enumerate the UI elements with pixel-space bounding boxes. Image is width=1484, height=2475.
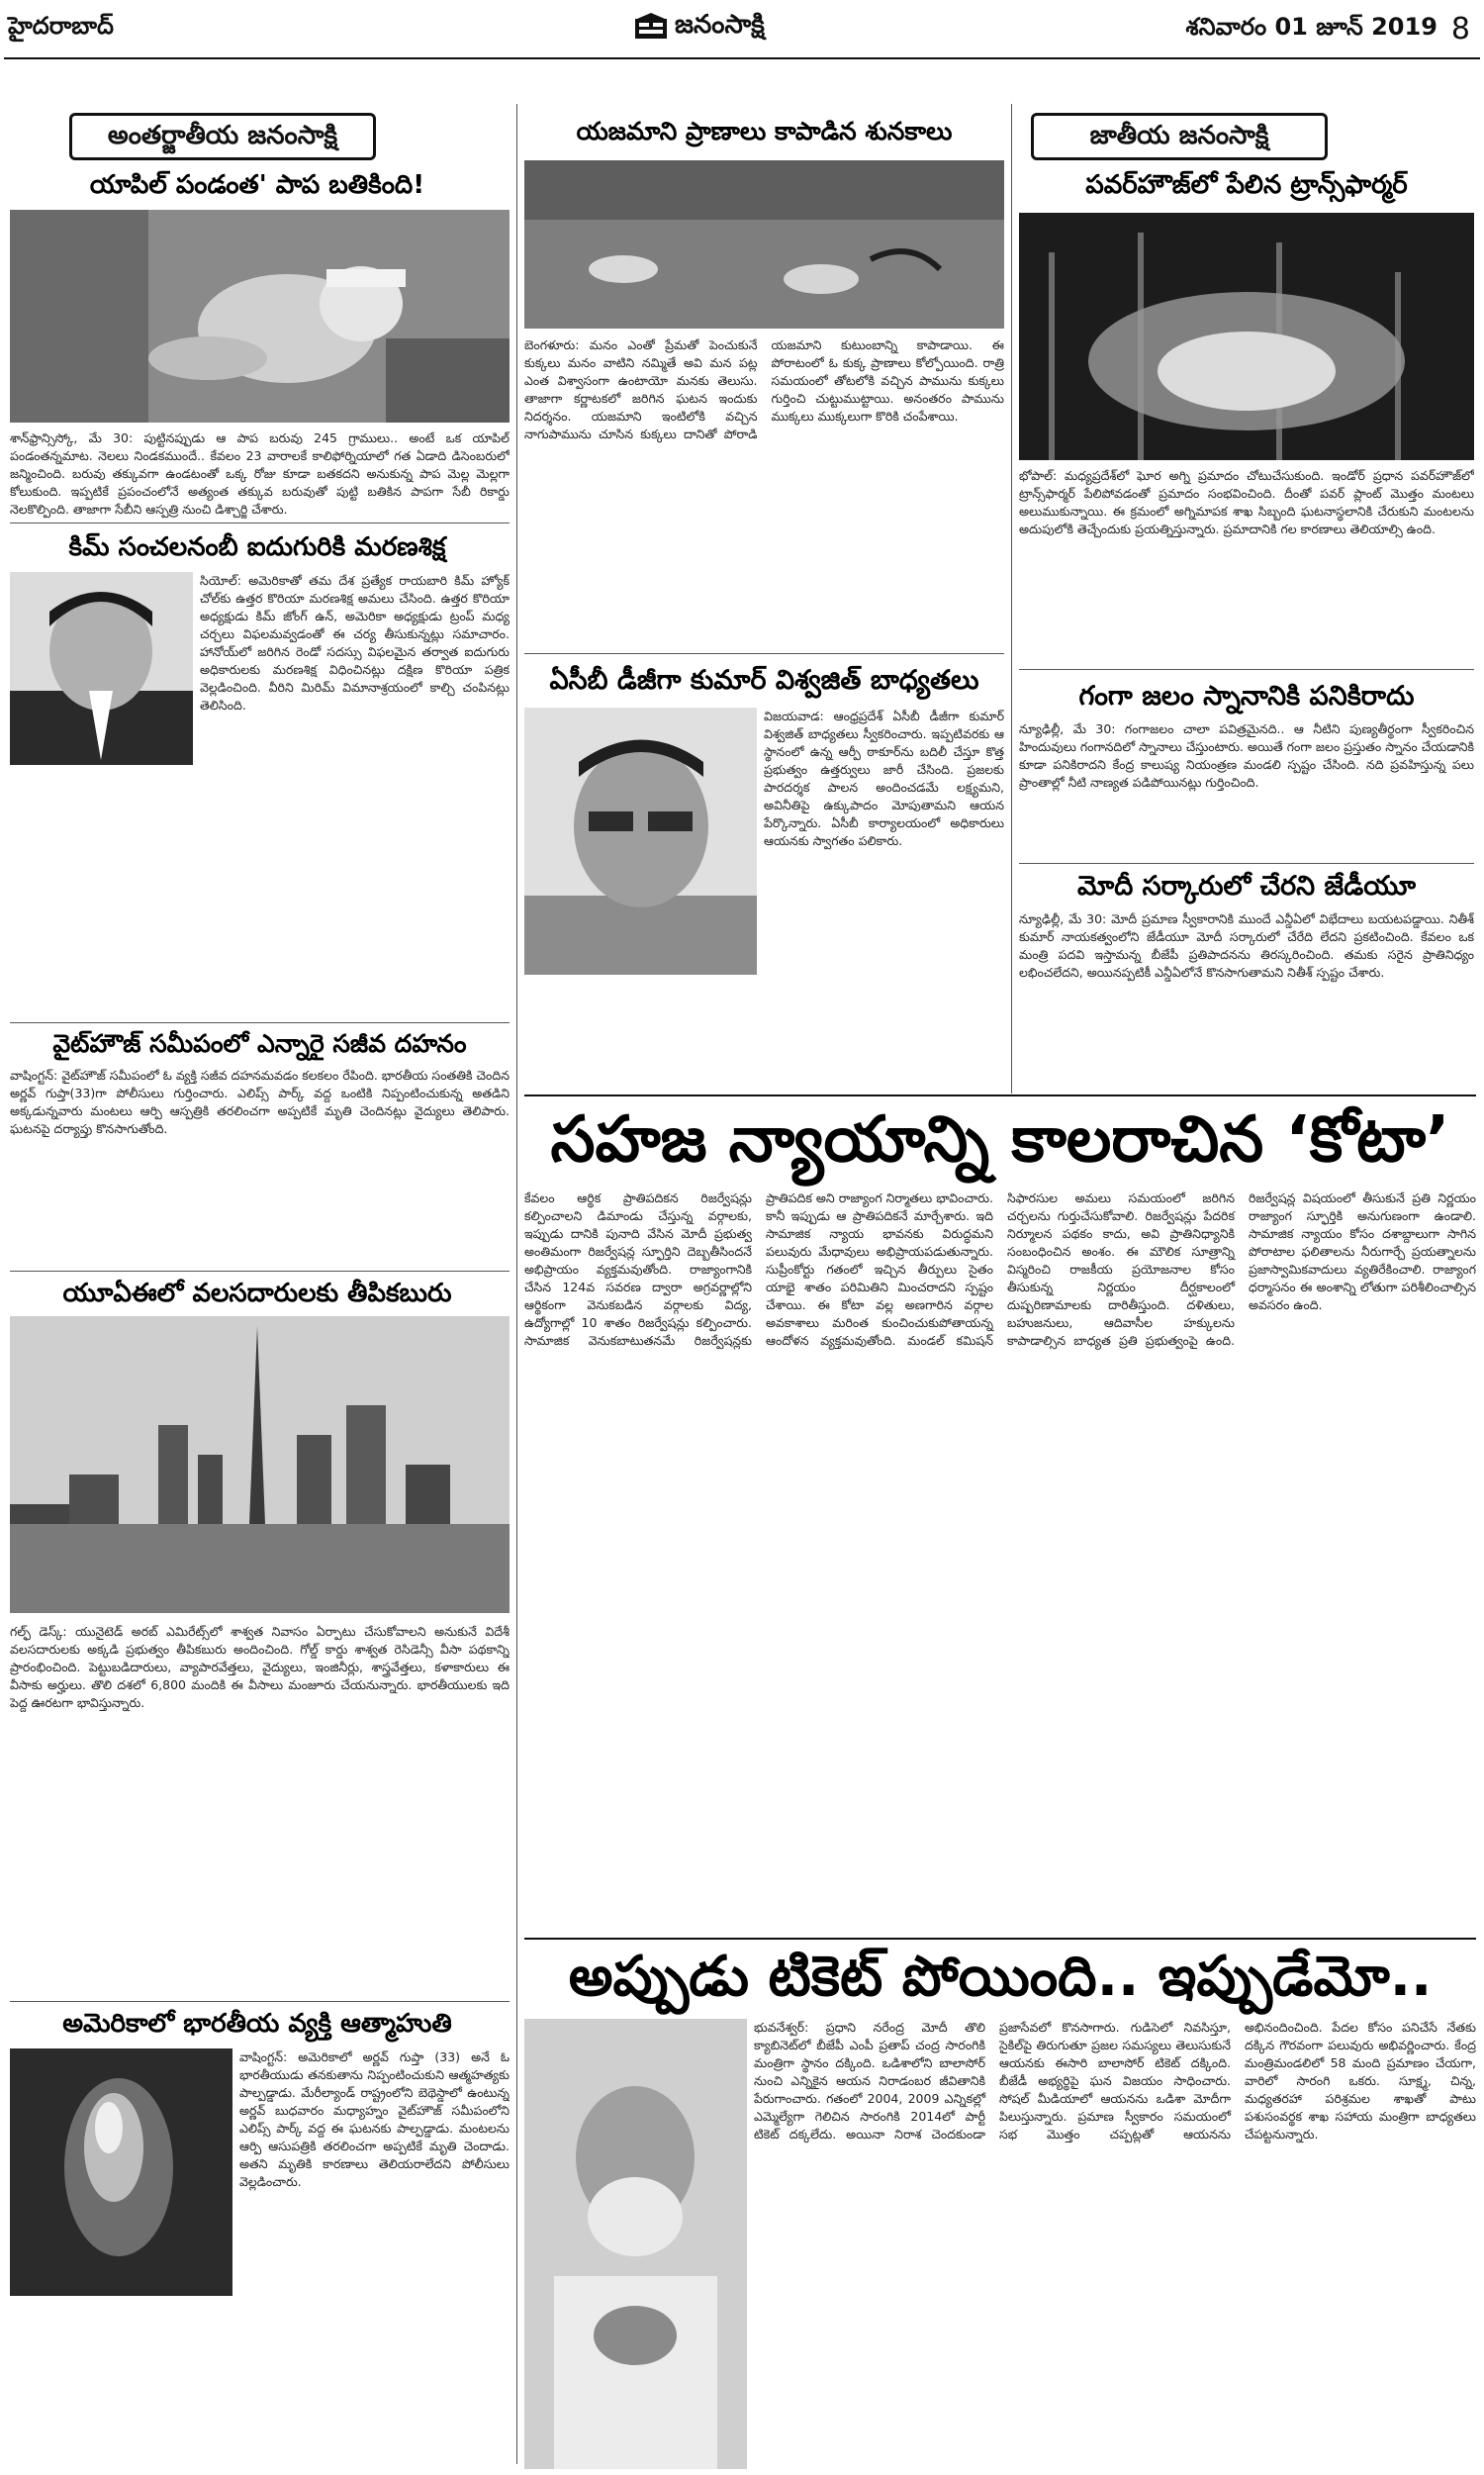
transformer-headline: పవర్‌హౌజ్‌లో పేలిన ట్రాన్స్‌ఫార్మర్: [1085, 170, 1408, 200]
jdu-body: న్యూఢిల్లీ, మే 30: మోదీ ప్రమాణ స్వీకారానికి ముందే ఎన్డీఏలో విభేదాలు బయటపడ్డాయి. నితీశ్ కుమార్ నాయకత్వంలోని జేడీయూ మోదీ సర్కారులో చేరేది లేదని ప్రకటించింది. కేవలం ఒక మంత్రి పదవి ఇస్తామన్న బీజేపీ ప్రతిపాదనను తిరస్కరించింది. తమకు సరైన ప్రాతినిధ్యం లభించలేదని, అయినప్పటికీ ఎన్డీఏలోనే కొనసాగుతామని నితీశ్ స్పష్టం చేశారు.: [1019, 911, 1474, 980]
column-divider: [1011, 104, 1012, 1094]
apple-headline: యాపిల్ పండంత' పాప బతికింది!: [89, 170, 425, 200]
page-number: 8: [1450, 12, 1470, 47]
sarangi-portrait-icon: [524, 2019, 747, 2469]
kim-photo: [10, 572, 193, 765]
masthead-city: హైదరాబాద్: [8, 12, 114, 40]
section-international: అంతర్జాతీయ జనంసాక్షి: [69, 113, 376, 160]
kim-headline: కిమ్ సంచలనంబీ ఐదుగురికి మరణశిక్ష: [68, 532, 446, 562]
masthead-logo: [633, 8, 851, 48]
uae-headline: యూఏఈలో వలసదారులకు తీపికబురు: [62, 1279, 452, 1308]
dogs-icon: [524, 160, 1004, 329]
divider: [1019, 669, 1474, 670]
acb-headline: ఏసీబీ డీజీగా కుమార్ విశ్వజిత్ బాధ్యతలు: [549, 665, 979, 696]
ticket-headline: అప్పుడు టికెట్ పోయింది.. ఇప్పుడేమో..: [568, 1945, 1433, 2009]
whitehouse-headline: వైట్‌హౌజ్ సమీపంలో ఎన్నారై సజీవ దహనం: [52, 1029, 467, 1058]
masthead-paper-name: జనంసాక్షి: [675, 10, 765, 40]
divider: [10, 1022, 510, 1023]
apple-body: శాన్‌ఫ్రాన్సిస్కో, మే 30: పుట్టినప్పుడు ఆ పాప బరువు 245 గ్రాములు.. అంటే ఒక యాపిల్ పండంతన్నమాట. నెలలు నిండకముందే.. కేవలం 23 వారాలకే కాలిఫోర్నియాలో గత ఏడాది డిసెంబరులో జన్మించింది. బరువు తక్కువగా ఉండటంతో ఒక్క రోజు కూడా బతకదని అనుకున్న పాప మెల్ల మెల్లగా కోలుకుంది. ఇప్పటికే ప్రపంచంలోనే అత్యంత తక్కువ బరువుతో పుట్టి బతికిన పాపగా సేబీ రికార్డు నెలకొల్పింది. తాజాగా సేబీని ఆస్పత్రి నుంచి డిశ్చార్జి చేశారు.: [10, 430, 510, 517]
dogs-headline: యజమాని ప్రాణాలు కాపాడిన శునకాలు: [576, 117, 953, 145]
kim-portrait-icon: [10, 572, 193, 765]
column-divider: [516, 104, 517, 1267]
uae-body: గల్ఫ్ డెస్క్: యునైటెడ్ అరబ్ ఎమిరేట్స్‌లో శాశ్వత నివాసం ఏర్పాటు చేసుకోవాలని అనుకునే విదేశీ వలసదారులకు అక్కడి ప్రభుత్వం తీపికబురు అందించింది. గోల్డ్ కార్డు శాశ్వత రెసిడెన్సీ వీసా పథకాన్ని ప్రారంభించింది. పెట్టుబడిదారులు, వ్యాపారవేత్తలు, వైద్యులు, ఇంజినీర్లు, శాస్త్రవేత్తలు, కళాకారులు ఈ వీసాకు అర్హులు. తొలి దశలో 6,800 మందికి ఈ వీసాలు మంజూరు చేయనున్నారు. భారతీయులకు ఇది పెద్ద ఊరటగా భావిస్తున్నారు.: [10, 1624, 510, 1710]
fire-photo: [10, 2048, 232, 2296]
jdu-headline: మోదీ సర్కారులో చేరని జేడీయూ: [1076, 871, 1417, 902]
masthead-rule: [4, 57, 1480, 59]
ticket-body: భువనేశ్వర్: ప్రధాని నరేంద్ర మోదీ తొలి క్యాబినెట్‌లో బీజేపీ ఎంపీ ప్రతాప్ చంద్ర సారంగికి మంత్రిగా స్థానం దక్కింది. ఒడిశాలోని బాలాసోర్ నుంచి ఎన్నికైన ఆయన నిరాడంబర జీవితానికి పేరుగాంచారు. గతంలో 2004, 2009 ఎన్నికల్లో ఎమ్మెల్యేగా గెలిచిన సారంగికి 2014లో పార్టీ టికెట్ దక్కలేదు. అయినా నిరాశ చెందకుండా ప్రజాసేవలో కొనసాగారు. గుడిసెలో నివసిస్తూ, సైకిల్‌పై తిరుగుతూ ప్రజల సమస్యలు తెలుసుకునే ఆయనకు ఈసారి బాలాసోర్ టికెట్ దక్కింది. బీజేడీ అభ్యర్థిపై ఘన విజయం సాధించారు. సోషల్ మీడియాలో ఆయనను ఒడిశా మోదీగా పిలుస్తున్నారు. ప్రమాణ స్వీకారం సమయంలో సభ మొత్తం చప్పట్లతో ఆయనను అభినందించింది. పేదల కోసం పనిచేసే నేతకు దక్కిన గౌరవంగా పలువురు అభివర్ణించారు. కేంద్ర మంత్రిమండలిలో 58 మంది ప్రమాణం చేయగా, వారిలో సారంగి ఒకరు. సూక్ష్మ, చిన్న, మధ్యతరహా పరిశ్రమల శాఖతో పాటు పశుసంవర్థక శాఖ సహాయ మంత్రిగా బాధ్యతలు చేపట్టనున్నారు.: [754, 2020, 1476, 2142]
dogs-photo: [524, 160, 1004, 329]
america-headline: అమెరికాలో భారతీయ వ్యక్తి ఆత్మాహుతి: [62, 2009, 452, 2039]
acb-body: విజయవాడ: ఆంధ్రప్రదేశ్ ఏసీబీ డీజీగా కుమార్ విశ్వజిత్ బాధ్యతలు స్వీకరించారు. ఇప్పటివరకు ఆ స్థానంలో ఉన్న ఆర్పీ ఠాకూర్‌ను బదిలీ చేస్తూ కొత్త ప్రభుత్వం ఉత్తర్వులు జారీ చేసింది. ప్రజలకు పారదర్శక పాలన అందించడమే లక్ష్యమని, అవినీతిపై ఉక్కుపాదం మోపుతామని ఆయన పేర్కొన్నారు. ఏసీబీ కార్యాలయంలో అధికారులు ఆయనకు స్వాగతం పలికారు.: [764, 709, 1004, 848]
divider: [524, 1938, 1476, 1940]
fire-structure-icon: [1019, 213, 1474, 460]
whitehouse-body: వాషింగ్టన్: వైట్‌హౌజ్ సమీపంలో ఓ వ్యక్తి సజీవ దహనమవడం కలకలం రేపింది. భారతీయ సంతతికి చెందిన అర్ణవ్ గుప్తా(33)గా పోలీసులు గుర్తించారు. ఎలిప్స్ పార్క్ వద్ద ఒంటికి నిప్పంటించుకున్న అతడిని అక్కడున్నవారు మంటలు ఆర్పి ఆస్పత్రికి తరలించగా అప్పటికే మృతి చెందినట్లు వైద్యులు తెలిపారు. ఘటనపై దర్యాప్తు కొనసాగుతోంది.: [10, 1068, 510, 1136]
divider: [10, 523, 510, 524]
kota-headline: సహజ న్యాయాన్ని కాలరాచిన ‘కోటా’: [550, 1103, 1450, 1177]
kim-body: సియోల్: అమెరికాతో తమ దేశ ప్రత్యేక రాయబారి కిమ్ హ్యోక్ చోల్‌కు ఉత్తర కొరియా మరణశిక్ష అమలు చేసింది. ఉత్తర కొరియా అధ్యక్షుడు కిమ్ జోంగ్ ఉన్, అమెరికా అధ్యక్షుడు ట్రంప్ మధ్య చర్చలు విఫలమవ్వడంతో ఈ చర్య తీసుకున్నట్లు సమాచారం. హానోయ్‌లో జరిగిన రెండో సదస్సు విఫలమైన తర్వాత ఐదుగురు అధికారులకు మరణశిక్ష విధించినట్లు దక్షిణ కొరియా పత్రిక వెల్లడించింది. వీరిని మిరిమ్ విమానాశ్రయంలో కాల్చి చంపినట్లు తెలిసింది.: [200, 573, 510, 713]
ganga-headline: గంగా జలం స్నానానికి పనికిరాదు: [1078, 681, 1415, 712]
column-divider: [516, 1267, 517, 2464]
dogs-body: బెంగళూరు: మనం ఎంతో ప్రేమతో పెంచుకునే కుక్కలు మనం వాటిని నమ్మితే అవి మన పట్ల ఎంత విశ్వాసంగా ఉంటాయో మనకు తెలుసు. తాజాగా కర్ణాటకలో జరిగిన ఘటన ఇందుకు నిదర్శనం. యజమాని ఇంటిలోకి వచ్చిన నాగుపామును చూసిన కుక్కలు దానితో పోరాడి యజమాని కుటుంబాన్ని కాపాడాయి. ఈ పోరాటంలో ఓ కుక్క ప్రాణాలు కోల్పోయింది. రాత్రి సమయంలో తోటలోకి వచ్చిన పామును కుక్కలు గుర్తించి చుట్టుముట్టాయి. అనంతరం పామును ముక్కలు ముక్కలుగా కొరికి చంపేశాయి.: [524, 337, 1004, 441]
divider: [10, 1271, 510, 1272]
america-body-continued: [10, 2301, 510, 2464]
transformer-body: భోపాల్: మధ్యప్రదేశ్‌లో ఘోర అగ్ని ప్రమాదం చోటుచేసుకుంది. ఇండోర్ ప్రధాన పవర్‌హౌజ్‌లో ట్రాన్స్‌ఫార్మర్ పేలిపోవడంతో ప్రమాదం సంభవించింది. దీంతో పవర్ ప్లాంట్ మొత్తం మంటలు అలుముకున్నాయి. ఈ క్రమంలో అగ్నిమాపక శాఖ సిబ్బంది ఘటనాస్థలానికి చేరుకుని మంటలను అదుపులోకి తెచ్చేందుకు ప్రయత్నిస్తున్నారు. ప్రమాదానికి గల కారణాలు తెలియాల్సి ఉంది.: [1019, 468, 1474, 536]
dubai-skyline-photo: [10, 1316, 510, 1613]
section-national: జాతీయ జనంసాక్షి: [1031, 113, 1328, 160]
skyline-icon: [10, 1316, 510, 1613]
divider: [524, 653, 1004, 654]
masthead-date: శనివారం 01 జూన్ 2019: [1185, 12, 1438, 41]
kumar-photo: [524, 708, 757, 975]
kim-body-continued: [10, 767, 510, 1014]
acb-body-continued: [524, 982, 1004, 1089]
america-body: వాషింగ్టన్: అమెరికాలో అర్ణవ్ గుప్తా (33) అనే ఓ భారతీయుడు తనకుతాను నిప్పంటించుకుని ఆత్మహత్యకు పాల్పడ్డాడు. మేరీల్యాండ్ రాష్ట్రంలోని బెథెస్డాలో ఉంటున్న అర్ణవ్ బుధవారం మధ్యాహ్నం వైట్‌హౌజ్ సమీపంలోని ఎలిప్స్ పార్క్ వద్ద ఈ ఘటనకు పాల్పడ్డాడు. మంటలను ఆర్పి ఆసుపత్రికి తరలించగా అప్పటికే మృతి చెందాడు. అతని మృతికి కారణాలు తెలియరాలేదని పోలీసులు వెల్లడించారు.: [239, 2049, 510, 2189]
divider: [10, 2001, 510, 2002]
divider: [1019, 863, 1474, 864]
baby-photo: [10, 210, 510, 423]
ganga-body: న్యూఢిల్లీ, మే 30: గంగాజలం చాలా పవిత్రమైనది.. ఆ నీటిని పుణ్యతీర్థంగా స్వీకరించిన హిందువులు గంగానదిలో స్నానాలు చేస్తుంటారు. అయితే గంగా జలం ప్రస్తుతం స్నానం చేయడానికి కూడా పనికిరాదని కేంద్ర కాలుష్య నియంత్రణ మండలి స్పష్టం చేసింది. నది ప్రవహిస్తున్న పలు ప్రాంతాల్లో నీటి నాణ్యత పడిపోయినట్లు గుర్తించింది.: [1019, 721, 1474, 790]
kota-body: కేవలం ఆర్థిక ప్రాతిపదికన రిజర్వేషన్లు కల్పించాలని డిమాండు చేస్తున్న వర్గాలకు, ఇప్పుడు దానికి పునాది వేసిన మోదీ ప్రభుత్వ అంతిమంగా రిజర్వేషన్ల స్ఫూర్తిని దెబ్బతీసిందనే అభిప్రాయం వ్యక్తమవుతోంది. రాజ్యాంగానికి చేసిన 124వ సవరణ ద్వారా అగ్రవర్ణాల్లోని ఆర్థికంగా వెనుకబడిన వర్గాలకు విద్య, ఉద్యోగాల్లో 10 శాతం రిజర్వేషన్లు కల్పించారు. సామాజిక వెనుకబాటుతనమే రిజర్వేషన్లకు ప్రాతిపదిక అని రాజ్యాంగ నిర్మాతలు భావించారు. కానీ ఇప్పుడు ఆ ప్రాతిపదికనే మార్చేశారు. ఇది సామాజిక న్యాయ భావనకు విరుద్ధమని పలువురు మేధావులు అభిప్రాయపడుతున్నారు. సుప్రీంకోర్టు గతంలో ఇచ్చిన తీర్పులు సైతం యాభై శాతం పరిమితిని మించరాదని స్పష్టం చేశాయి. ఈ కోటా వల్ల అణగారిన వర్గాల అవకాశాలు మరింత కుంచించుకుపోతాయన్న ఆందోళన వ్యక్తమవుతోంది. మండల్ కమిషన్ సిఫారసుల అమలు సమయంలో జరిగిన చర్చలను గుర్తుచేసుకోవాలి. రిజర్వేషన్లు పేదరిక నిర్మూలన పథకం కాదు, అవి ప్రాతినిధ్యానికి సంబంధించిన అంశం. ఈ మౌలిక సూత్రాన్ని విస్మరించి రాజకీయ ప్రయోజనాల కోసం తీసుకున్న నిర్ణయం దీర్ఘకాలంలో దుష్పరిణామాలకు దారితీస్తుంది. దళితులు, బహుజనులు, ఆదివాసీల హక్కులను కాపాడాల్సిన బాధ్యత ప్రతి ప్రభుత్వంపై ఉంది. రిజర్వేషన్ల విషయంలో తీసుకునే ప్రతి నిర్ణయం రాజ్యాంగ స్ఫూర్తికి అనుగుణంగా ఉండాలి. సామాజిక న్యాయం కోసం దశాబ్దాలుగా సాగిన పోరాటాల ఫలితాలను నీరుగార్చే ప్రయత్నాలను ప్రజాస్వామికవాదులు వ్యతిరేకించాలి. రాజ్యాంగ ధర్మాసనం ఈ అంశాన్ని లోతుగా పరిశీలించాల్సిన అవసరం ఉంది.: [524, 1190, 1476, 1348]
masthead-right: [1186, 12, 1470, 47]
transformer-photo: [1019, 213, 1474, 460]
kumar-portrait-icon: [524, 708, 757, 975]
sarangi-photo: [524, 2019, 747, 2469]
baby-photo-icon: [10, 210, 510, 423]
fire-icon: [10, 2048, 232, 2296]
divider: [524, 1095, 1476, 1096]
paper-logo-icon: [633, 13, 669, 43]
